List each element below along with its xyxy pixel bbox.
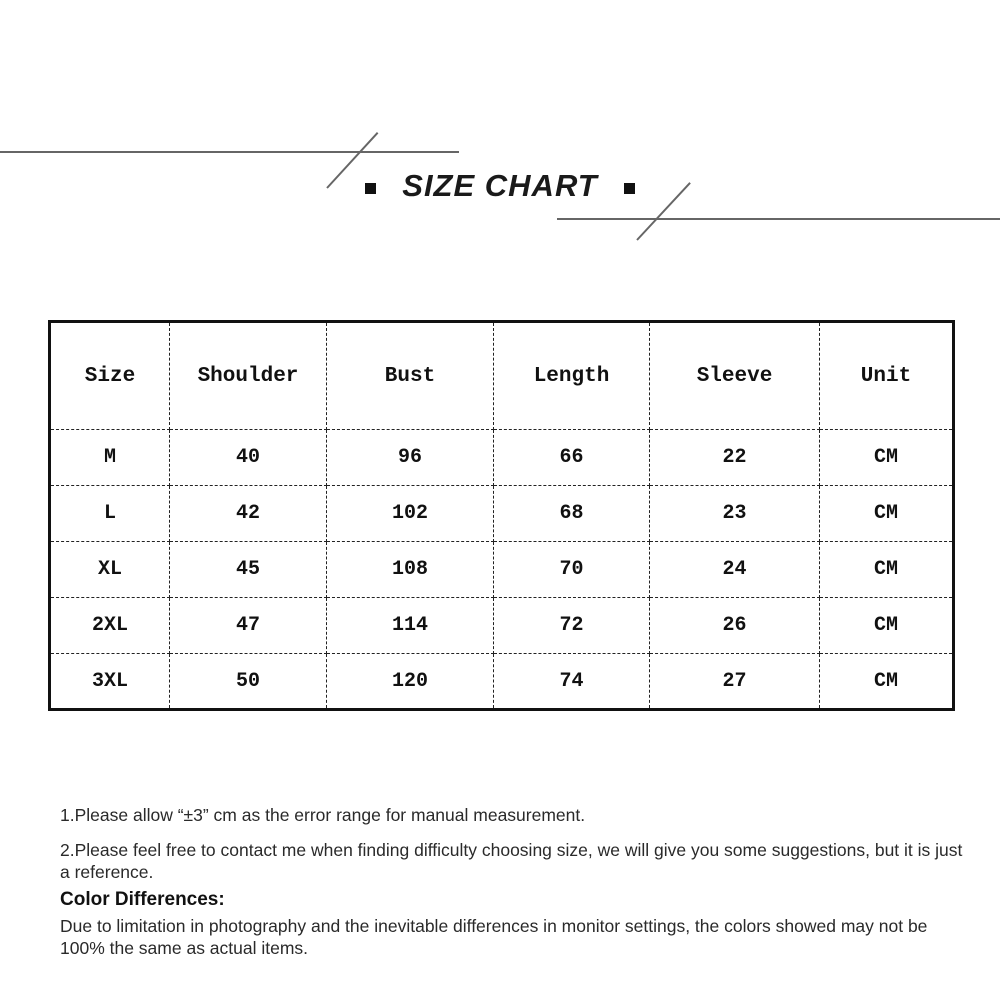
table-row	[50, 598, 954, 654]
measurement-cell: 74	[494, 654, 650, 710]
table-row	[50, 654, 954, 710]
measurement-cell: 24	[650, 542, 820, 598]
measurement-cell: 40	[170, 430, 327, 486]
measurement-cell: 114	[327, 598, 494, 654]
measurement-cell: 108	[327, 542, 494, 598]
size-cell: M	[50, 430, 170, 486]
measurement-cell: 47	[170, 598, 327, 654]
size-table	[48, 320, 955, 711]
table-row	[50, 486, 954, 542]
square-bullet-icon	[365, 183, 376, 194]
column-header-length: Length	[494, 322, 650, 430]
column-header-unit: Unit	[820, 322, 954, 430]
title-row	[0, 168, 1000, 204]
measurement-cell: 72	[494, 598, 650, 654]
column-header-size: Size	[50, 322, 170, 430]
size-cell: 3XL	[50, 654, 170, 710]
measurement-cell: 27	[650, 654, 820, 710]
sizing-note: 2.Please feel free to contact me when finding difficulty choosing size, we will give you some suggestions, but it is just a reference.	[60, 840, 963, 882]
unit-cell: CM	[820, 486, 954, 542]
unit-cell: CM	[820, 542, 954, 598]
size-cell: L	[50, 486, 170, 542]
measurement-cell: 45	[170, 542, 327, 598]
table-row	[50, 542, 954, 598]
size-cell: 2XL	[50, 598, 170, 654]
measurement-cell: 70	[494, 542, 650, 598]
notes-section	[60, 804, 972, 959]
measurement-cell: 50	[170, 654, 327, 710]
decorative-line-left	[0, 151, 459, 153]
column-header-bust: Bust	[327, 322, 494, 430]
square-bullet-icon	[624, 183, 635, 194]
measurement-cell: 102	[327, 486, 494, 542]
measurement-cell: 26	[650, 598, 820, 654]
column-header-shoulder: Shoulder	[170, 322, 327, 430]
measurement-cell: 42	[170, 486, 327, 542]
table-row	[50, 430, 954, 486]
unit-cell: CM	[820, 430, 954, 486]
unit-cell: CM	[820, 598, 954, 654]
column-header-sleeve: Sleeve	[650, 322, 820, 430]
measurement-cell: 68	[494, 486, 650, 542]
measurement-note: 1.Please allow “±3” cm as the error range for manual measurement.	[60, 805, 586, 825]
measurement-cell: 23	[650, 486, 820, 542]
color-differences-note: Due to limitation in photography and the inevitable differences in monitor settings, the colors showed may not be 100% the same as actual items.	[60, 916, 928, 958]
decorative-line-right	[557, 218, 1000, 220]
measurement-cell: 22	[650, 430, 820, 486]
measurement-cell: 66	[494, 430, 650, 486]
measurement-cell: 120	[327, 654, 494, 710]
table-header-row	[50, 322, 954, 430]
color-differences-heading: Color Differences:	[60, 889, 225, 910]
size-cell: XL	[50, 542, 170, 598]
unit-cell: CM	[820, 654, 954, 710]
page-title: SIZE CHART	[402, 168, 598, 203]
measurement-cell: 96	[327, 430, 494, 486]
